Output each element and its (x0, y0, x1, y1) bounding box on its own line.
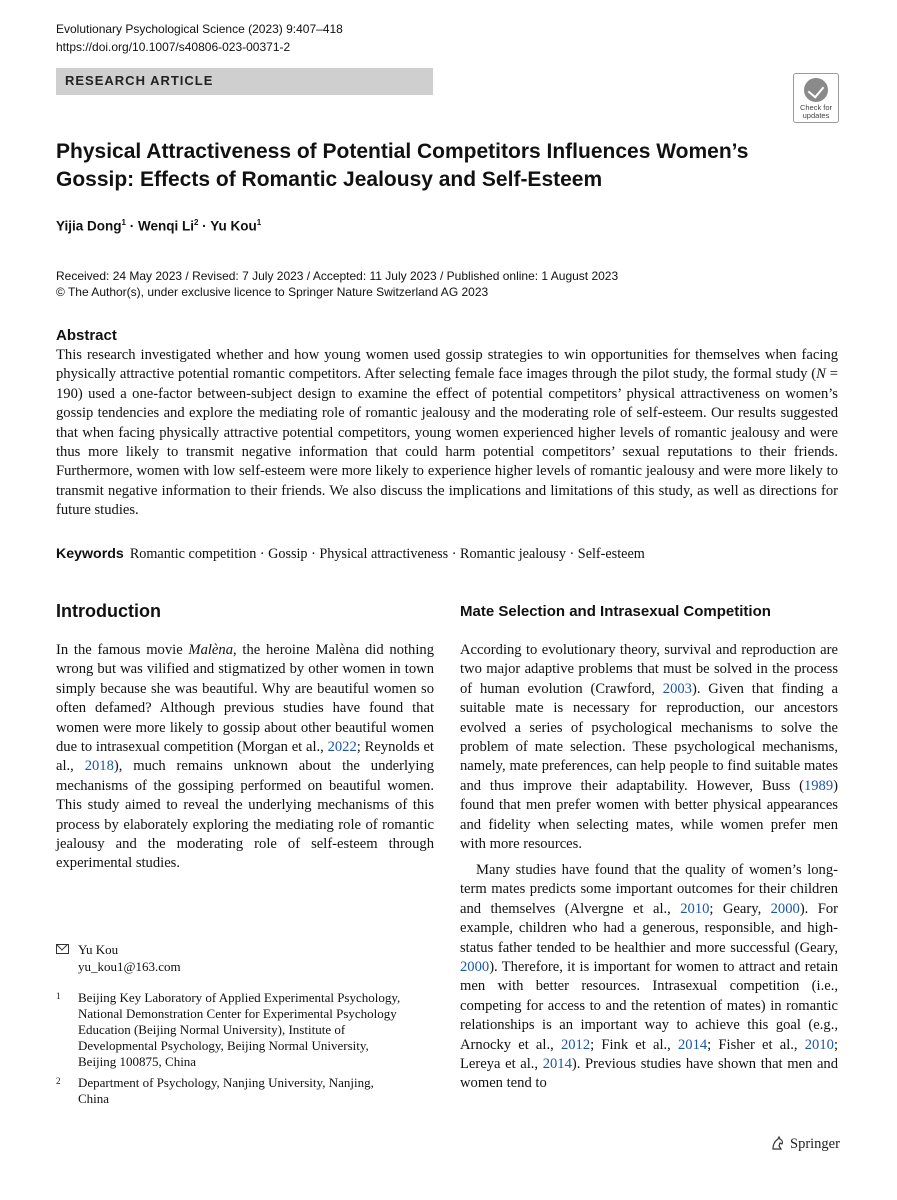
citation-link[interactable]: 2010 (804, 1036, 834, 1053)
correspondence (56, 941, 181, 975)
citation-link[interactable]: 2003 (662, 680, 692, 697)
citation-link[interactable]: 2012 (560, 1036, 591, 1053)
citation-link[interactable]: 2018 (84, 758, 114, 775)
check-updates-label: Check for updates (799, 103, 833, 120)
author-list: Yijia Dong$^1$ · Wenqi $Li^2 \cdot Yu$ Kou$^1$ (56, 218, 262, 234)
abstract-heading: Abstract (56, 327, 117, 344)
publication-dates: Received: 24 May 2023 / Revised: 7 July 2023 / Accepted: 11 July 2023 / Published online: 1 August 2023 (56, 269, 619, 283)
affiliation-number: 2 (56, 1076, 61, 1086)
author-affiliation-mark: 2 (193, 218, 199, 227)
abstract-text: This research investigated whether and how young women used gossip strategies to win opportunities for themselves when facing physically attractive potential romantic competitors. After selecting female face images through the pilot study, the formal study (N = 190) used a one-factor between-subject design to examine the effect of potential competitors’ physical attractiveness on women’s gossip tendencies and explore the mediating role of romantic jealousy and the moderating role of self-esteem. Our results suggested that when facing physically attractive potential competitors, young women experienced higher levels of romantic jealousy and were thus more likely to transmit negative information that could harm potential competitors’ sexual reputations to their friends. Furthermore, women with low self-esteem were more likely to experience higher levels of romantic jealousy and were more likely to transmit negative information to their friends. We also discuss the implications and limitations of this study, as well as directions for future studies. (56, 347, 838, 519)
article-title: Physical Attractiveness of Potential Competitors Influences Women’s Gossip: Effects of Romantic Jealousy and Self-Esteem (56, 140, 749, 191)
affiliation-text: Beijing Key Laboratory of Applied Experimental Psychology, National Demonstration Center for Experimental Psychology Education (Beijing Normal University), Institute of Developmental Psychology, Beijing Normal University, Beijing 100875, China (78, 990, 401, 1069)
author-affiliation-mark: 1 (121, 218, 126, 227)
affiliation-text: Department of Psychology, Nanjing University, Nanjing, China (78, 1075, 374, 1106)
check-updates-icon (804, 78, 828, 102)
citation-link[interactable]: 2000 (460, 959, 490, 976)
article-type-banner (56, 68, 433, 95)
citation-link[interactable]: 2010 (680, 900, 710, 917)
citation-link[interactable]: 2000 (770, 900, 800, 917)
corresponding-email[interactable]: yu_kou1@163.com (78, 959, 181, 974)
affiliation-number: 1 (56, 991, 61, 1001)
affiliation (56, 990, 406, 1070)
citation-link[interactable]: 1989 (803, 777, 834, 794)
author-name[interactable]: Yijia Dong (56, 218, 122, 234)
corresponding-author: Yu Kou (78, 942, 119, 957)
springer-horse-icon (770, 1135, 786, 1151)
affiliation (56, 1075, 406, 1107)
mate-selection-paragraph: According to evolutionary theory, survival and reproduction are two major adaptive problems that must be solved in the process of human evolution (Crawford, 2003). Given that finding a suitable mate is necessary for reproduction, our ancestors evolved a series of psychological mechanisms to solve the problem of mate selection. These psychological mechanisms, namely, mate preferences, can help people to find suitable mates and thus improve their adaptability. However, Buss (1989) found that men prefer women with better physical appearances and fidelity when selecting mates, while women prefer men with more resources. (460, 642, 838, 853)
journal-citation: Evolutionary Psychological Science (2023) 9:407–418 (56, 22, 343, 36)
publisher-name: Springer (790, 1136, 840, 1152)
introduction-paragraph: In the famous movie Malèna, the heroine Malèna did nothing wrong but was vilified and stigmatized by other women in town simply because she was beautiful. Why are beautiful women so often defamed? Although previous studies have found that women were more likely to gossip about other beautiful women due to intrasexual competition (Morgan et al., 2022; Reynolds et al., 2018), much remains unknown about the underlying mechanisms of the gossiping performed on beautiful women. This study aimed to reveal the underlying mechanisms of this process by elaborately exploring the mediating role of romantic jealousy and the moderating role of self-esteem through experimental studies. (56, 642, 434, 872)
check-for-updates-button[interactable] (793, 73, 839, 123)
citation-link[interactable]: 2014 (677, 1036, 708, 1053)
envelope-icon (56, 944, 69, 954)
mate-selection-paragraph: Many studies have found that the quality of women’s long-term mates predicts some important outcomes for their children and themselves (Alvergne et al., 2010; Geary, 2000). For example, children who had a generous, responsible, and high-status father tended to be healthier and more successful (Geary, 2000). Therefore, it is important for women to attract and retain men with better resources. Intrasexual competition (i.e., competing for access to and the retention of mates) in romantic relationships is an important way to achieve this goal (e.g., Arnocky et al., 2012; Fink et al., 2014; Fisher et al., 2010; Lereya et al., 2014). Previous studies have shown that men and women tend to (460, 862, 839, 1092)
introduction-heading: Introduction (56, 601, 161, 621)
author-name[interactable]: Yu Kou (210, 218, 257, 234)
article-type-label: RESEARCH ARTICLE (65, 73, 214, 88)
publisher-logo (770, 1135, 840, 1153)
keywords-list: Romantic competition · Gossip · Physical attractiveness · Romantic jealousy · Self-esteem (129, 546, 645, 562)
author-affiliation-mark: 1 (256, 218, 262, 227)
mate-selection-heading: Mate Selection and Intrasexual Competition (460, 603, 771, 620)
keywords (56, 545, 645, 563)
citation-link[interactable]: 2014 (542, 1056, 572, 1073)
copyright-notice: © The Author(s), under exclusive licence to Springer Nature Switzerland AG 2023 (56, 285, 489, 299)
doi-link[interactable]: https://doi.org/10.1007/s40806-023-00371-2 (56, 40, 291, 54)
citation-link[interactable]: 2022 (327, 739, 357, 756)
keywords-label: Keywords (56, 546, 124, 562)
author-name[interactable]: Wenqi Li (137, 218, 194, 234)
